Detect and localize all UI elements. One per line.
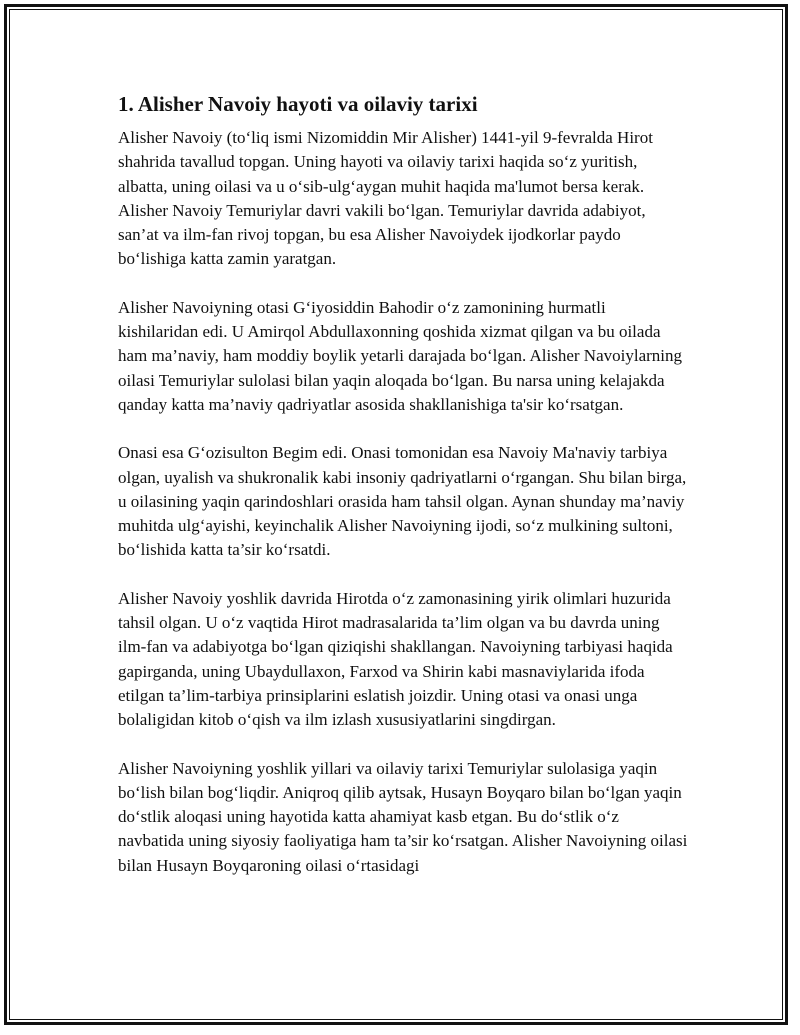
section-heading: 1. Alisher Navoiy hayoti va oilaviy tarixi bbox=[118, 92, 478, 116]
paragraph-3: Onasi esa G‘ozisulton Begim edi. Onasi tomonidan esa Navoiy Ma'naviy tarbiya olgan, uyalish va shukronalik kabi insoniy qadriyatlarni o‘rgangan. Shu bilan birga, u oilasining yaqin qarindoshlari orasida ham tahsil olgan. Aynan shunday ma’naviy muhitda ulg‘ayishi, keyinchalik Alisher Navoiyning ijodi, so‘z mulkining sultoni, bo‘lishida katta ta’sir ko‘rsatdi. bbox=[118, 443, 687, 560]
paragraph-1: Alisher Navoiy (to‘liq ismi Nizomiddin Mir Alisher) 1441-yil 9-fevralda Hirot shahrida tavallud topgan. Uning hayoti va oilaviy tarixi haqida so‘z yuritish, albatta, uning oilasi va u o‘sib-ulg‘aygan muhit haqida ma'lumot bersa kerak. Alisher Navoiy Temuriylar davri vakili bo‘lgan. Temuriylar davrida adabiyot, san’at va ilm-fan rivoj topgan, bu esa Alisher Navoiydek ijodkorlar paydo bo‘lishiga katta zamin yaratgan. bbox=[118, 128, 653, 269]
paragraph-4: Alisher Navoiy yoshlik davrida Hirotda o‘z zamonasining yirik olimlari huzurida tahsil olgan. U o‘z vaqtida Hirot madrasalarida ta’lim olgan va bu davrda uning ilm-fan va adabiyotga bo‘lgan qiziqishi shakllangan. Navoiyning tarbiyasi haqida gapirganda, uning Ubaydullaxon, Farxod va Shirin kabi masnaviylarida ifoda etilgan ta’lim-tarbiya prinsiplarini eslatish joizdir. Uning otasi va onasi unga bolaligidan kitob o‘qish va ilm izlash xususiyatlarini singdirgan. bbox=[118, 588, 673, 730]
paragraph-5: Alisher Navoiyning yoshlik yillari va oilaviy tarixi Temuriylar sulolasiga yaqin bo‘lish bilan bog‘liqdir. Aniqroq qilib aytsak, Husayn Boyqaro bilan bo‘lgan yaqin do‘stlik aloqasi uning hayotida katta ahamiyat kasb etgan. Bu do‘stlik o‘z navbatida uning siyosiy faoliyatiga ham ta’sir ko‘rsatgan. Alisher Navoiyning oilasi bilan Husayn Boyqaroning oilasi o‘rtasidagi bbox=[118, 758, 688, 875]
paragraph-2: Alisher Navoiyning otasi G‘iyosiddin Bahodir o‘z zamonining hurmatli kishilaridan edi. U Amirqol Abdullaxonning qoshida xizmat qilgan va bu oilada ham ma’naviy, ham moddiy boylik yetarli darajada bo‘lgan. Alisher Navoiylarning oilasi Temuriylar sulolasi bilan yaqin aloqada bo‘lgan. Bu narsa uning kelajakda qanday katta ma’naviy qadriyatlar asosida shakllanishiga ta'sir ko‘rsatgan. bbox=[118, 297, 682, 414]
document-body bbox=[118, 90, 688, 902]
